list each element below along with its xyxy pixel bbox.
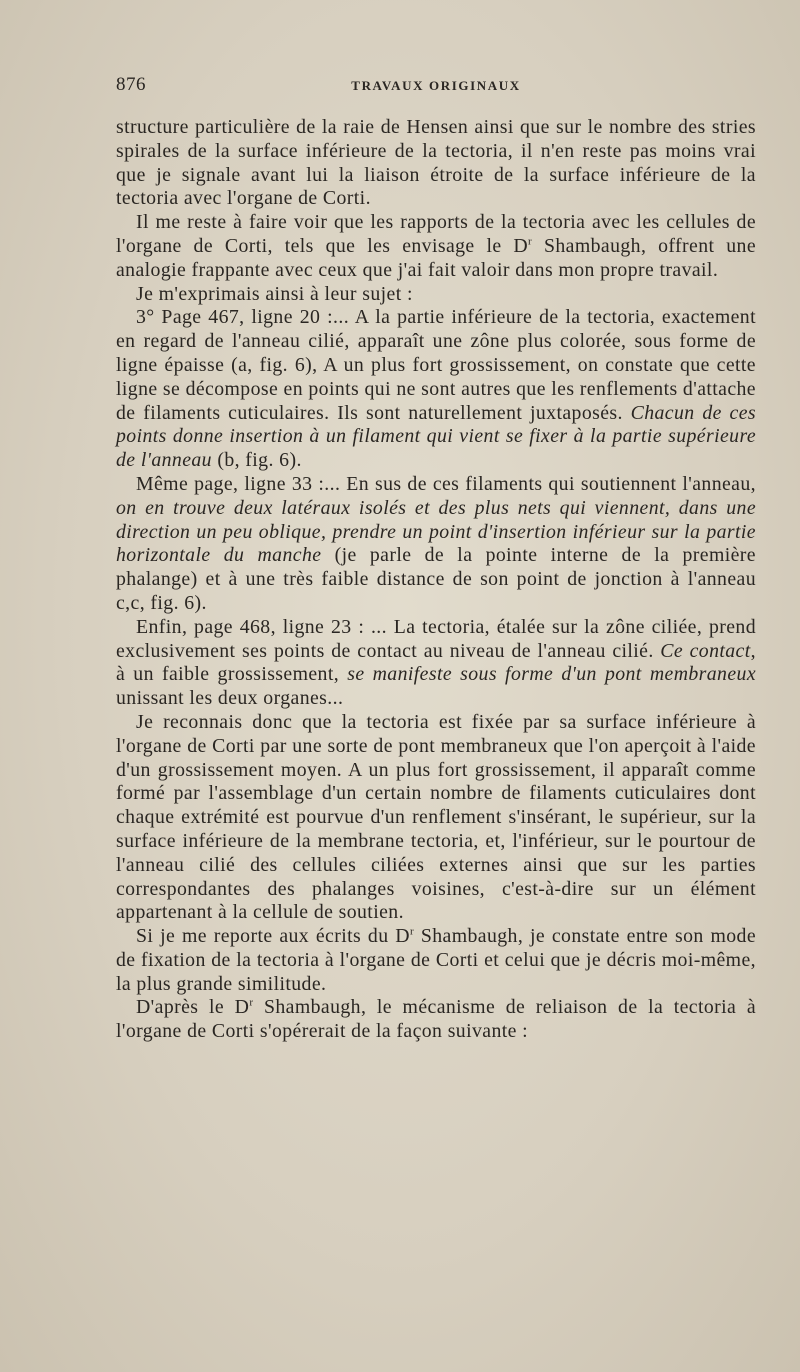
page-header: [116, 70, 756, 100]
paragraph-5: Même page, ligne 33 :... En sus de ces filaments qui soutiennent l'anneau, on en trouve deux latéraux isolés et des plus nets qui viennent, dans une direction un peu oblique, prendre un point d'insertion inférieur sur la partie horizontale du manche (je parle de la pointe interne de la première phalange) et à une très faible distance de son point de jonction à l'anneau c,c, fig. 6).: [116, 472, 756, 614]
paragraph-4: 3° Page 467, ligne 20 :... A la partie inférieure de la tectoria, exactement en regard de l'anneau cilié, apparaît une zône plus colorée, sous forme de ligne épaisse (a, fig. 6), A un plus fort grossissement, on constate que cette ligne se décompose en points qui ne sont autres que les renflements d'attache de filaments cuticulaires. Ils sont naturellement juxtaposés. Chacun de ces points donne insertion à un filament qui vient se fixer à la partie supérieure de l'anneau (b, fig. 6).: [116, 306, 756, 472]
body-text: [116, 116, 756, 1044]
running-head: TRAVAUX ORIGINAUX: [351, 78, 521, 93]
paragraph-1: structure particulière de la raie de Hensen ainsi que sur le nombre des stries spirales de la surface inférieure de la tectoria, il n'en reste pas moins vrai que je signale avant lui la liaison étroite de la surface inférieure de la tectoria avec l'organe de Corti.: [116, 116, 756, 210]
page-number: 876: [116, 74, 146, 95]
paragraph-6: Enfin, page 468, ligne 23 : ... La tectoria, étalée sur la zône ciliée, prend exclusivement ses points de contact au niveau de l'anneau cilié. Ce contact, à un faible grossissement, se manifeste sous forme d'un pont membraneux unissant les deux organes...: [116, 615, 756, 710]
paragraph-8: Si je me reporte aux écrits du $D^r$ Shambaugh, je constate entre son mode de fixation de la tectoria à l'organe de Corti et celui que je décris moi-même, la plus grande similitude.: [116, 925, 756, 995]
paragraph-3: Je m'exprimais ainsi à leur sujet :: [136, 282, 413, 305]
paragraph-2: Il me reste à faire voir que les rapports de la tectoria avec les cellules de l'organe de Corti, tels que les envisage le $D^r$ Shambaugh, offrent une analogie frappante avec ceux que j'ai fait valoir dans mon propre travail.: [116, 211, 756, 281]
paragraph-9: D'après le $D^r$ Shambaugh, le mécanisme de reliaison de la tectoria à l'organe de Corti s'opérerait de la façon suivante :: [116, 996, 756, 1043]
paragraph-7: Je reconnais donc que la tectoria est fixée par sa surface inférieure à l'organe de Corti par une sorte de pont membraneux que l'on aperçoit à l'aide d'un grossissement moyen. A un plus fort grossissement, il apparaît comme formé par l'assemblage d'un certain nombre de filaments cuticulaires dont chaque extrémité est pourvue d'un renflement s'insérant, le supérieur, sur la surface inférieure de la membrane tectoria, et, l'inférieur, sur le pourtour de l'anneau cilié des cellules ciliées externes ainsi que sur les parties correspondantes des phalanges voisines, c'est-à-dire sur un élément appartenant à la cellule de soutien.: [116, 710, 756, 924]
